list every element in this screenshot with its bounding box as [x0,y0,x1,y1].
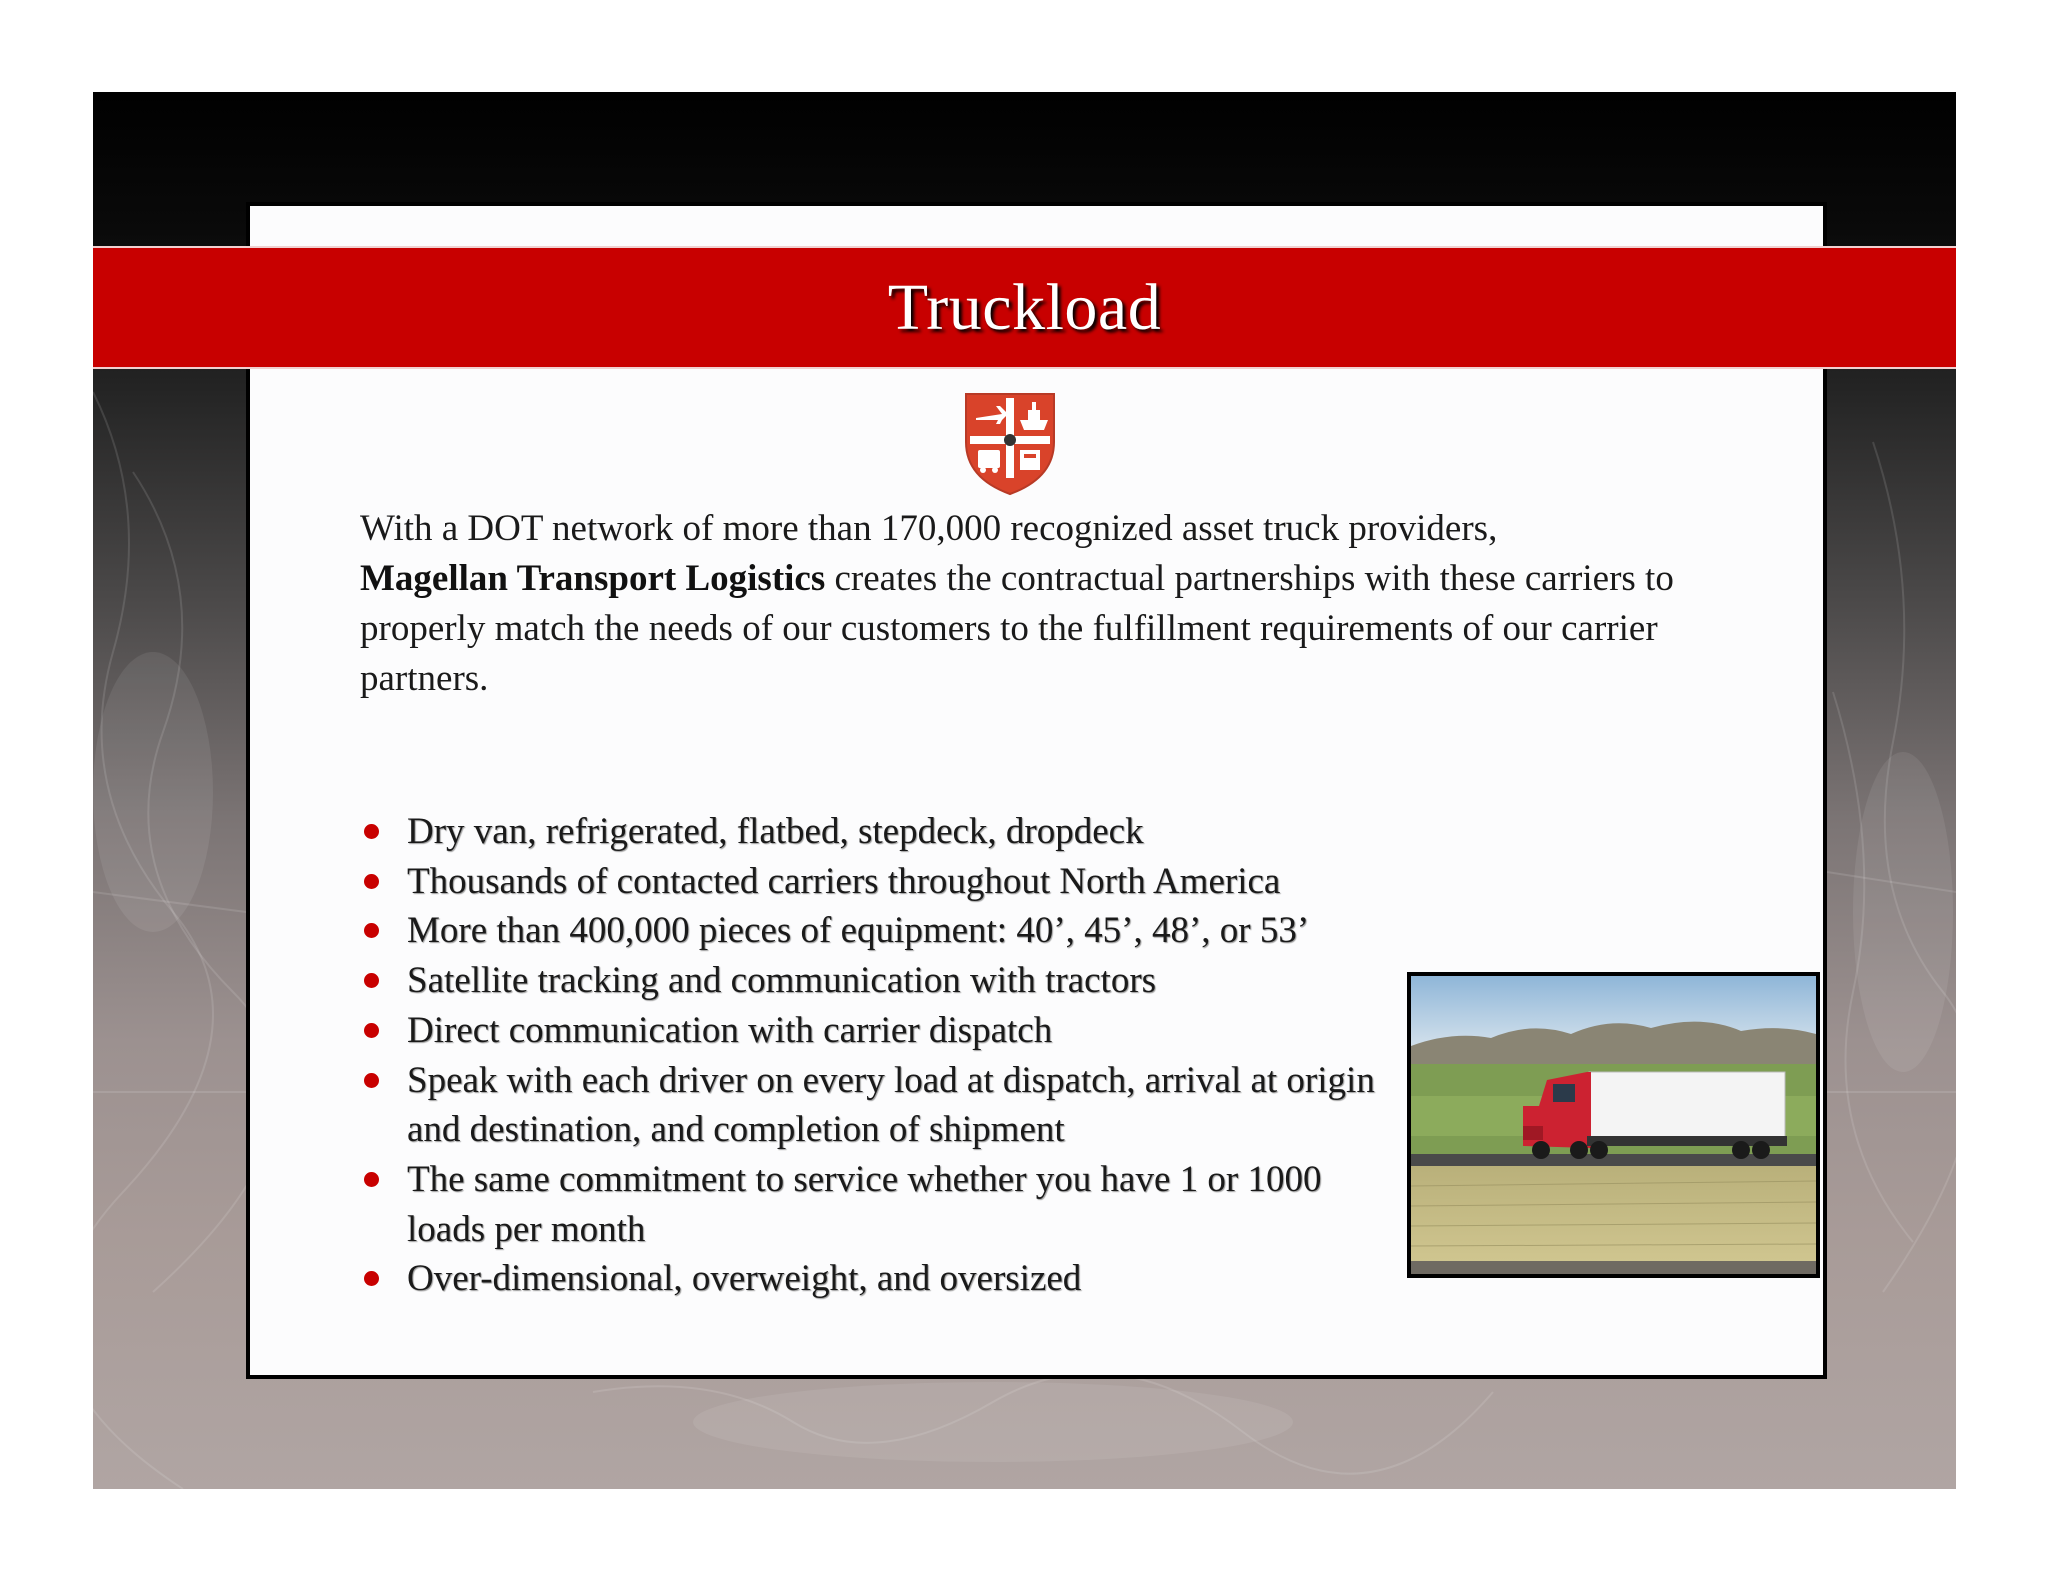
bullet-text: Over-dimensional, overweight, and oversized [407,1258,1082,1300]
intro-line1: With a DOT network of more than 170,000 recognized asset truck providers, [360,508,1498,549]
bullet-dot-icon [364,1073,379,1088]
list-item [360,1006,1460,1056]
list-item [360,1155,1367,1254]
bullet-dot-icon [364,973,379,988]
intro-rest: creates the contractual partnerships with these carriers to properly match the needs of our customers to the fulfillment requirements of our carrier partners. [360,558,1674,699]
bullet-dot-icon [364,1023,379,1038]
bullet-text: Satellite tracking and communication with tractors [407,960,1157,1002]
bullet-text: Dry van, refrigerated, flatbed, stepdeck, dropdeck [407,811,1144,852]
bullet-text: Direct communication with carrier dispatch [407,1009,1053,1051]
list-item [360,807,1460,857]
service-bullet-list [360,807,1460,1304]
intro-paragraph [360,504,1700,704]
bullet-text: More than 400,000 pieces of equipment: 40’, 45’, 48’, or 53’ [407,910,1310,952]
company-name: Magellan Transport Logistics [360,558,826,599]
bullet-dot-icon [364,1172,379,1187]
truck-illustration [1411,976,1816,1274]
bullet-dot-icon [364,874,379,889]
bullet-dot-icon [364,923,379,938]
title-band [93,246,1956,369]
bullet-dot-icon [364,1271,379,1286]
list-item [360,956,1460,1006]
list-item [360,857,1460,907]
bullet-text: Speak with each driver on every load at dispatch, arrival at origin and destination, and completion of shipment [407,1059,1375,1151]
slide-title: Truckload [887,270,1162,344]
bullet-dot-icon [364,824,379,839]
list-item [360,1254,1460,1304]
list-item [360,906,1460,956]
bullet-text: Thousands of contacted carriers throughout North America [407,860,1281,902]
list-item [360,1056,1407,1155]
slide [93,92,1956,1489]
bullet-text: The same commitment to service whether you have 1 or 1000 loads per month [407,1158,1322,1250]
truck-photo [1407,972,1820,1278]
shield-crest-icon [962,390,1058,496]
